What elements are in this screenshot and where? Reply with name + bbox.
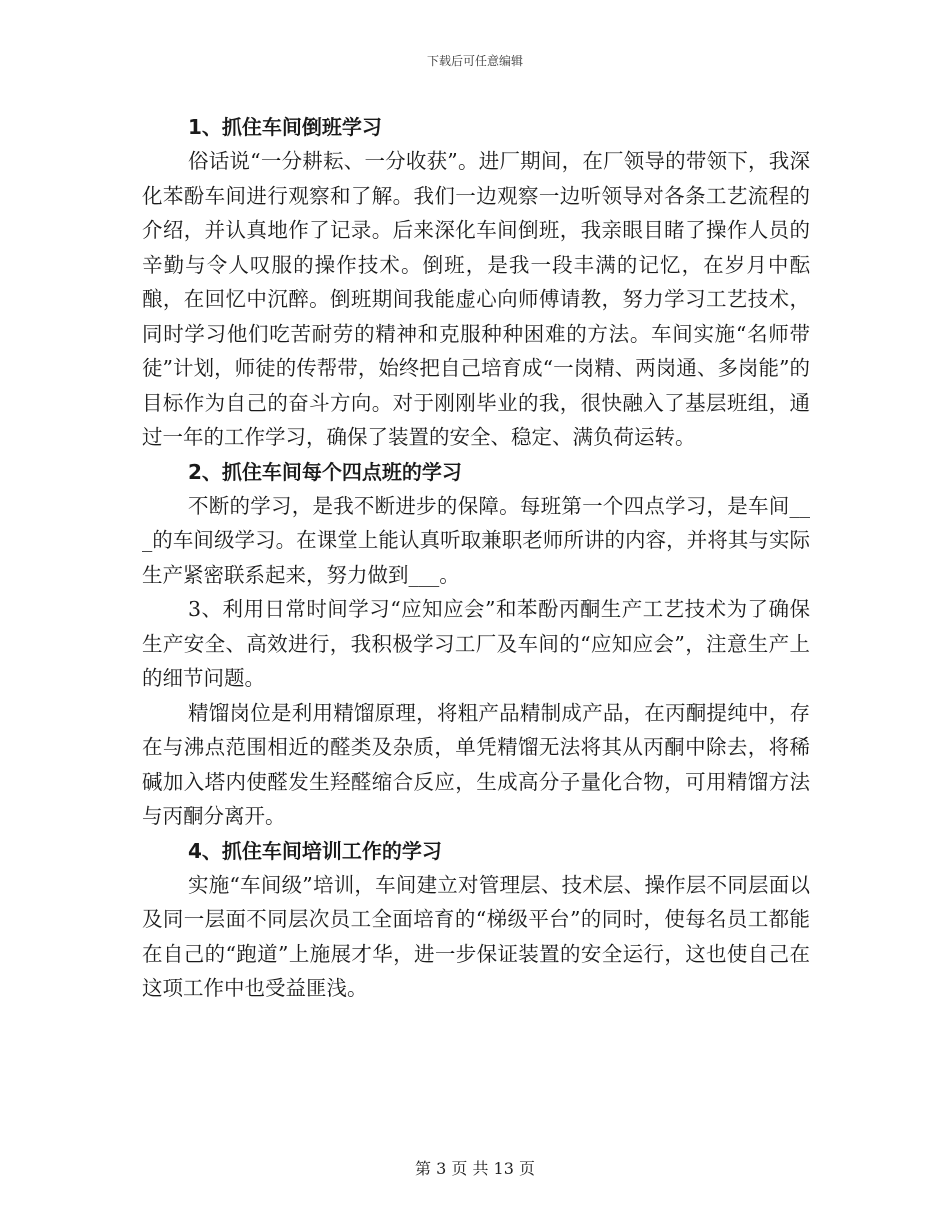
section-heading: 4、抓住车间培训工作的学习 (188, 838, 442, 863)
body-paragraph: 精馏岗位是利用精馏原理，将粗产品精制成产品，在丙酮提纯中，存在与沸点范围相近的醛类及杂质，单凭精馏无法将其从丙酮中除去，将稀碱加入塔内使醛发生羟醛缩合反应，生成高分子量化合物，可用精馏方法与丙酮分离开。 (142, 700, 810, 828)
document-body (142, 110, 810, 1006)
section-heading: 2、抓住车间每个四点班的学习 (188, 459, 462, 484)
page-header-note: 下载后可任意编辑 (426, 54, 523, 68)
section-heading: 1、抓住车间倒班学习 (188, 115, 382, 139)
body-paragraph: 不断的学习，是我不断进步的保障。每班第一个四点学习，是车间___的车间级学习。在课堂上能认真听取兼职老师所讲的内容，并将其与实际生产紧密联系起来，努力做到___。 (142, 493, 810, 587)
page-number-footer: 第 3 页 共 13 页 (415, 1159, 535, 1178)
body-paragraph: 实施“车间级”培训，车间建立对管理层、技术层、操作层不同层面以及同一层面不同层次员工全面培育的“梯级平台”的同时，使每名员工都能在自己的“跑道”上施展才华，进一步保证装置的安全运行，这也使自己在这项工作中也受益匪浅。 (142, 872, 810, 1000)
body-paragraph: 俗话说“一分耕耘、一分收获”。进厂期间，在厂领导的带领下，我深化苯酚车间进行观察和了解。我们一边观察一边听领导对各条工艺流程的介绍，并认真地作了记录。后来深化车间倒班，我亲眼目睹了操作人员的辛勤与令人叹服的操作技术。倒班，是我一段丰满的记忆，在岁月中酝酿，在回忆中沉醉。倒班期间我能虚心向师傅请教，努力学习工艺技术，同时学习他们吃苦耐劳的精神和克服种种困难的方法。车间实施“名师带徒”计划，师徒的传帮带，始终把自己培育成“一岗精、两岗通、多岗能”的目标作为自己的奋斗方向。对于刚刚毕业的我，很快融入了基层班组，通过一年的工作学习，确保了装置的安全、稳定、满负荷运转。 (142, 149, 810, 449)
body-paragraph: 3、利用日常时间学习“应知应会”和苯酚丙酮生产工艺技术为了确保生产安全、高效进行，我积极学习工厂及车间的“应知应会”，注意生产上的细节问题。 (142, 597, 810, 690)
